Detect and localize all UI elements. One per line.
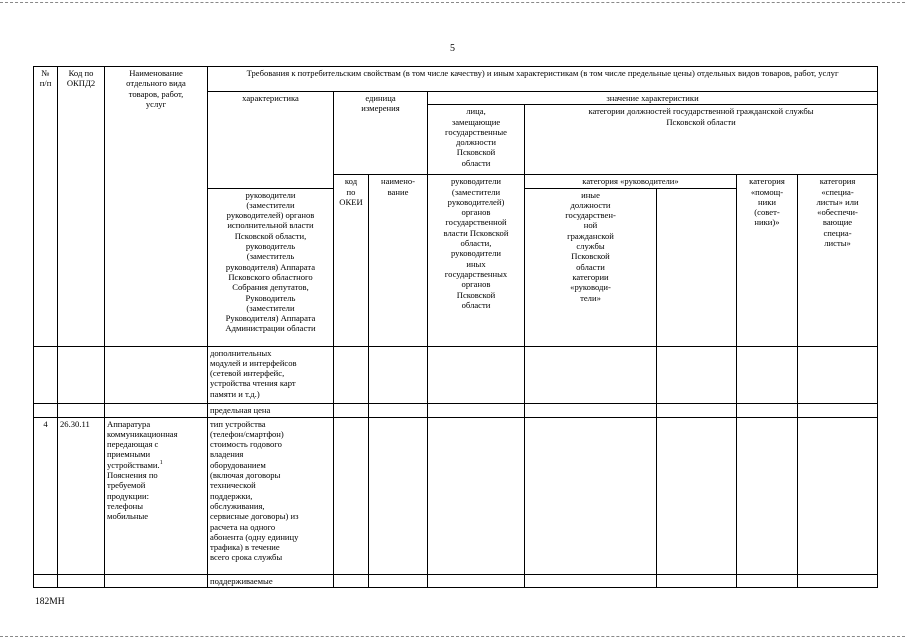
header-cat-leaders: категория «руководители» [525,175,737,188]
scan-edge-top [0,2,905,3]
header-civil-categories: категории должностей государственной гражданской службы Псковской области [525,105,878,175]
row-num: 4 [34,417,58,574]
header-okpd: Код по ОКПД2 [58,67,105,347]
row-name [105,346,208,403]
row-name-cell [105,417,208,574]
row-characteristic: дополнительных модулей и интерфейсов (сетевой интерфейс, устройства чтения карт памяти и т.д.) [208,346,334,403]
header-characteristic: характеристика [208,92,334,189]
table-row [34,417,878,574]
header-leaders: руководители (заместители руководителей) органов государственной власти Псковской области, руководители иных государственных органов Псковской области [428,175,525,346]
header-requirements: Требования к потребительским свойствам (в том числе качеству) и иным характеристикам (в том числе предельные цены) отдельных видов товаров, работ, услуг [208,67,878,92]
row-name [105,403,208,417]
header-cat-assistants: категория «помощ- ники (совет- ники)» [737,175,798,346]
table-row [34,403,878,417]
header-cat-leaders-b: иные должности государствен- ной гражданской службы Псковской области категории «руководи- тели» [525,188,657,346]
row-okpd [58,403,105,417]
footer-code: 182МН [35,597,65,607]
header-cat-leaders-a: руководители (заместители руководителей) органов исполнительной власти Псковской области, руководитель (заместитель руководителя) Аппарата Псковского областного Собрания депутатов, Руководитель (заместители Руководителя) Аппарата Администрации области [208,188,334,346]
row-characteristic: предельная цена [208,403,334,417]
header-cat-specialists: категория «специа- листы» или «обеспечи- вающие специа- листы» [798,175,878,346]
row-name: Аппаратура коммуникационная передающая с приемными устройствами. [107,418,178,470]
header-unit-name: наимено- вание [369,175,428,346]
header-name: Наименование отдельного вида товаров, работ, услуг [105,67,208,347]
header-num: № п/п [34,67,58,347]
row-characteristic: тип устройства (телефон/смартфон) стоимость годового владения оборудованием (включая договоры технической поддержки, обслуживания, сервисные договоры) из расчета на одного абонента (одну единицу трафика) в течение всего срока службы [208,417,334,574]
header-unit: единица измерения [334,92,428,175]
row-name-note: Пояснения по требуемой продукции: телефоны мобильные [107,470,158,522]
row-okpd [58,574,105,587]
table-row [34,346,878,403]
header-code-okei: код по ОКЕИ [334,175,369,346]
row-num [34,403,58,417]
header-value: значение характеристики [428,92,878,105]
row-name [105,574,208,587]
footnote-mark: 1 [159,459,163,466]
row-num [34,346,58,403]
table-row [34,574,878,587]
row-num [34,574,58,587]
row-characteristic: поддерживаемые [208,574,334,587]
row-okpd [58,346,105,403]
row-okpd: 26.30.11 [58,417,105,574]
requirements-table [33,66,878,588]
page-number: 5 [450,43,455,54]
scan-edge-bottom [0,636,905,637]
header-persons: лица, замещающие государственные должности Псковской области [428,105,525,175]
